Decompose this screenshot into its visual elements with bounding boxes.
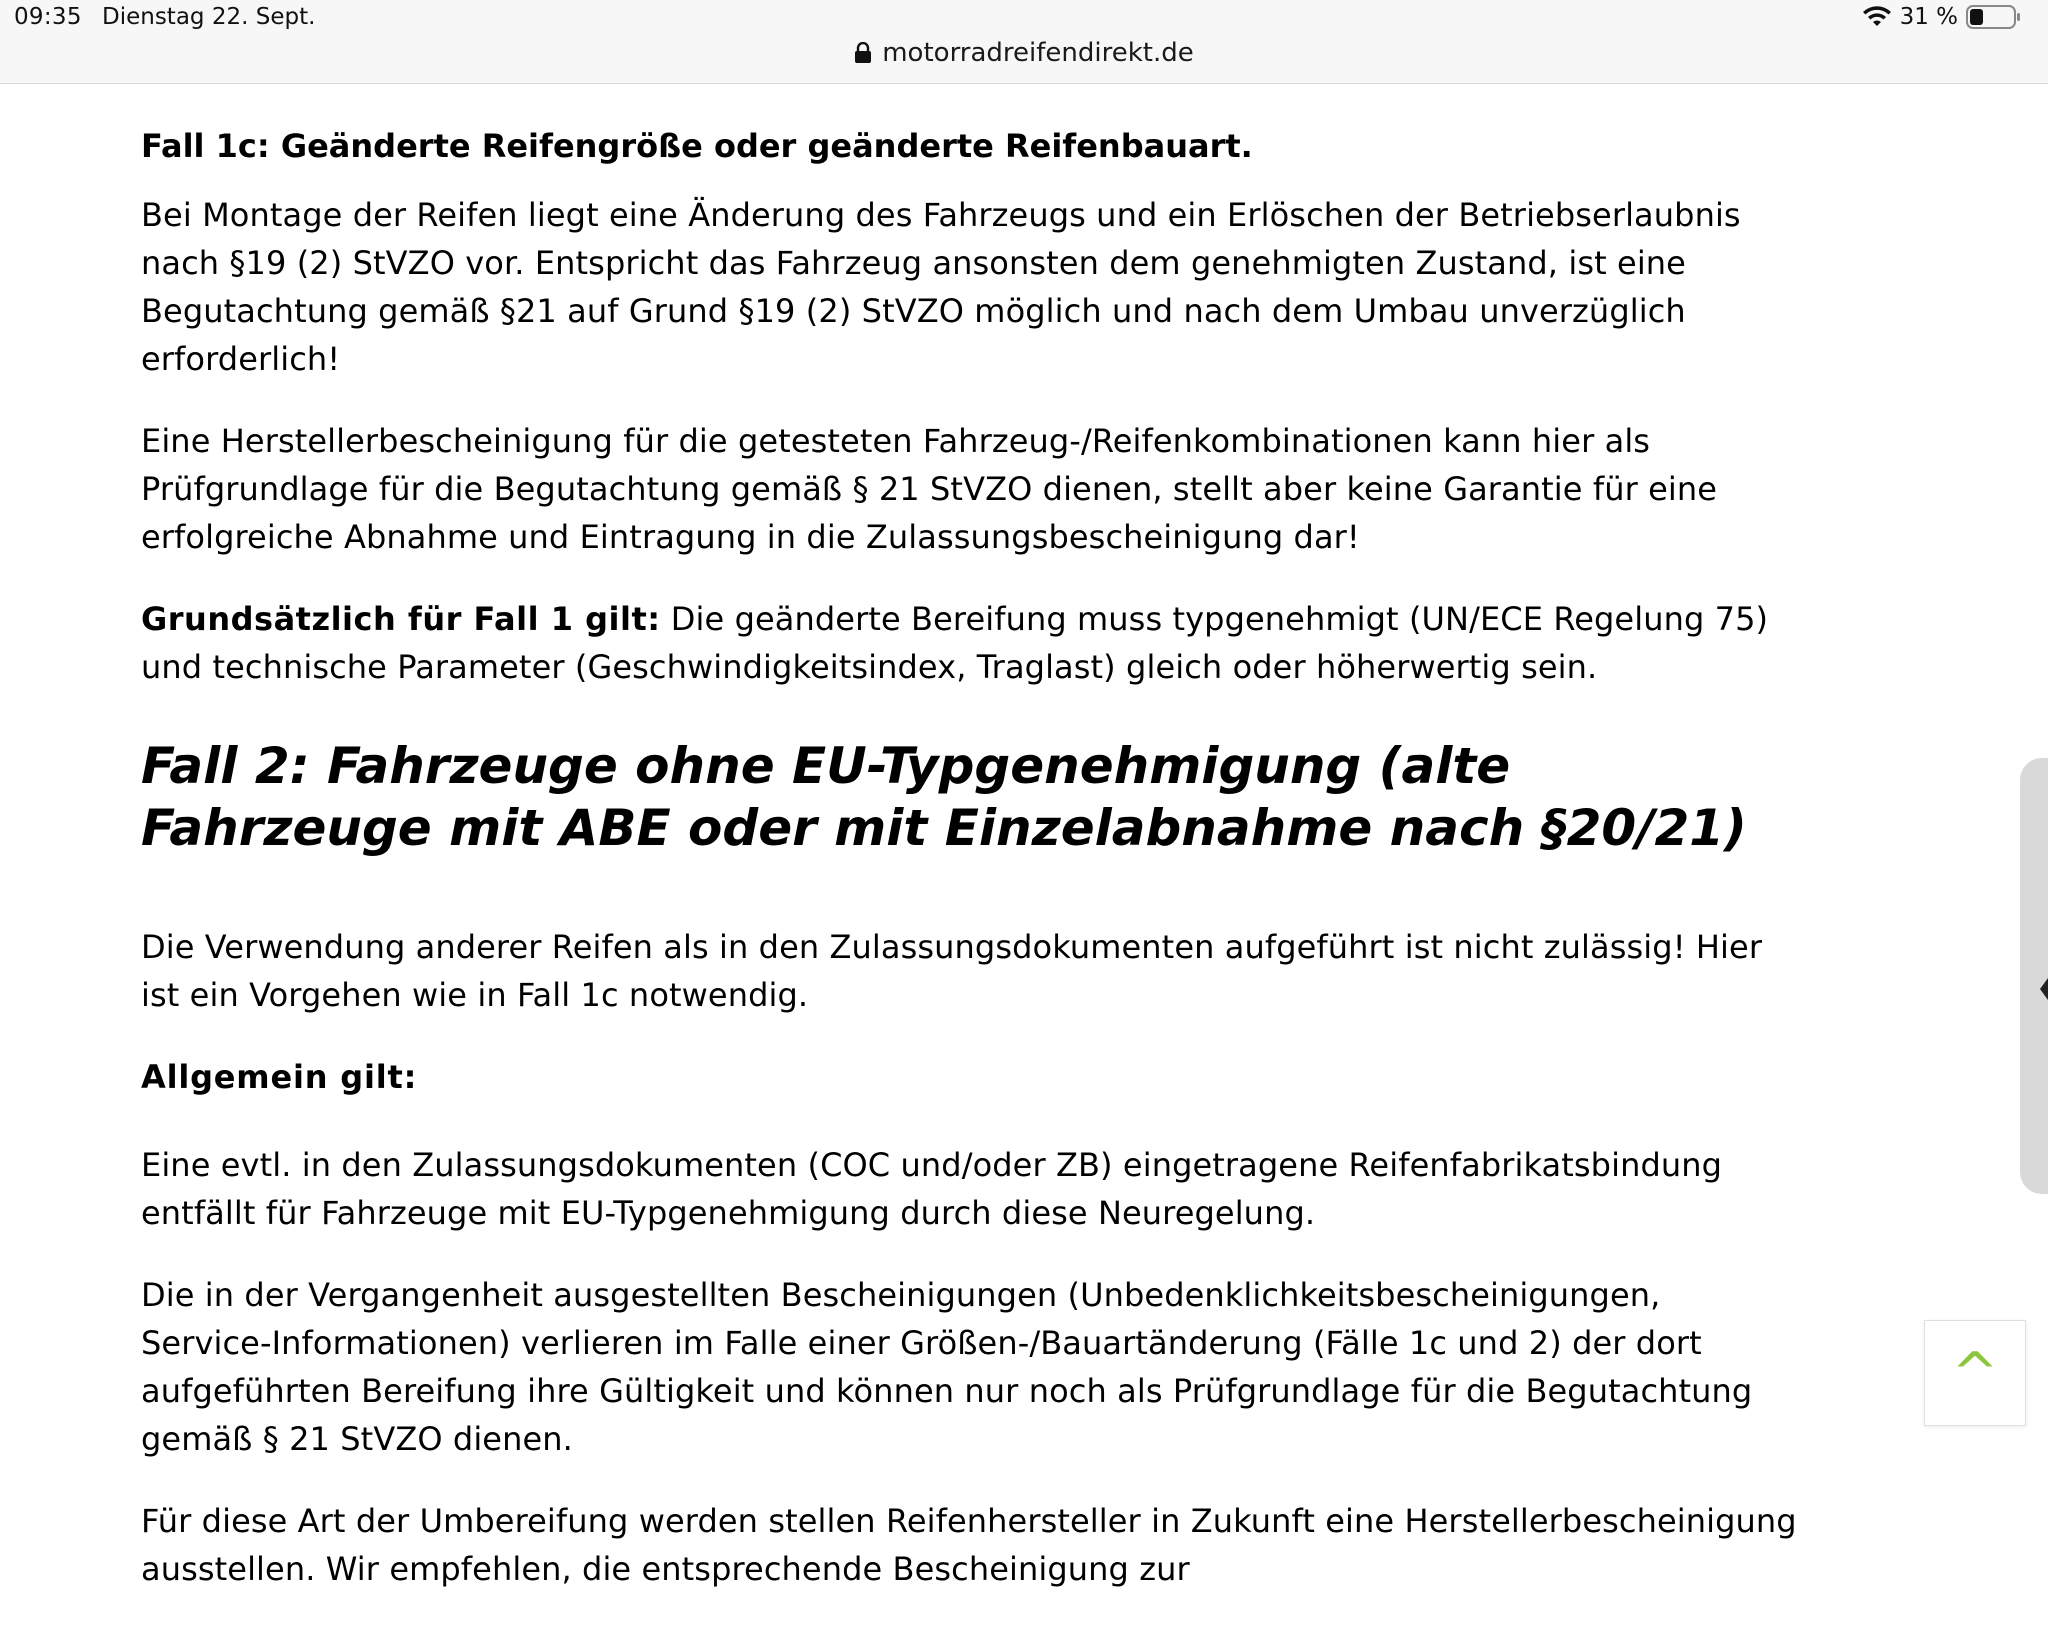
article-content: [141, 84, 1801, 1627]
chevron-up-icon: ^: [1951, 1340, 1999, 1406]
status-bar: [0, 0, 2048, 84]
status-indicators: [1862, 4, 2022, 30]
paragraph-3: [141, 595, 1801, 691]
status-date: Dienstag 22. Sept.: [102, 4, 316, 30]
wifi-icon: [1862, 6, 1892, 28]
status-time: 09:35: [14, 4, 82, 30]
paragraph-1: Bei Montage der Reifen liegt eine Änderung des Fahrzeugs und ein Erlöschen der Betriebserlaubnis nach §19 (2) StVZO vor. Entspricht das Fahrzeug ansonsten dem genehmigten Zustand, ist eine Begutachtung gemäß §21 auf Grund §19 (2) StVZO möglich und nach dem Umbau unverzüglich erforderlich!: [141, 195, 1741, 378]
label-allgemein: Allgemein gilt:: [141, 1057, 418, 1096]
url-text[interactable]: motorradreifendirekt.de: [882, 38, 1194, 68]
battery-percent: 31 %: [1899, 4, 1958, 30]
paragraph-3-label: Grundsätzlich für Fall 1 gilt:: [141, 599, 661, 638]
url-bar[interactable]: [0, 38, 2048, 68]
paragraph-4: Die Verwendung anderer Reifen als in den Zulassungsdokumenten aufgeführt ist nicht zulässig! Hier ist ein Vorgehen wie in Fall 1c notwendig.: [141, 927, 1763, 1014]
scroll-to-top-button[interactable]: [1924, 1320, 2026, 1426]
paragraph-2: Eine Herstellerbescheinigung für die getesteten Fahrzeug-/Reifenkombinationen kann hier als Prüfgrundlage für die Begutachtung gemäß § 21 StVZO dienen, stellt aber keine Garantie für eine erfolgreiche Abnahme und Eintragung in die Zulassungsbescheinigung dar!: [141, 421, 1718, 556]
heading-fall-2: Fall 2: Fahrzeuge ohne EU-Typgenehmigung (alte Fahrzeuge mit ABE oder mit Einzelabnahme nach §20/21): [141, 736, 1747, 857]
paragraph-6: Die in der Vergangenheit ausgestellten Bescheinigungen (Unbedenklichkeitsbescheinigungen, Service-Informationen) verlieren im Falle einer Größen-/Bauartänderung (Fälle 1c und 2) der dort aufgeführten Bereifung ihre Gültigkeit und können nur noch als Prüfgrundlage für die Begutachtung gemäß § 21 StVZO dienen.: [141, 1275, 1753, 1458]
lock-icon: [854, 42, 872, 64]
paragraph-5: Eine evtl. in den Zulassungsdokumenten (COC und/oder ZB) eingetragene Reifenfabrikatsbindung entfällt für Fahrzeuge mit EU-Typgenehmigung durch diese Neuregelung.: [141, 1145, 1723, 1232]
paragraph-3-text: Die geänderte Bereifung muss typgenehmigt (UN/ECE Regelung 75) und technische Parameter (Geschwindigkeitsindex, Traglast) gleich oder höherwertig sein.: [141, 599, 1769, 686]
paragraph-7: Für diese Art der Umbereifung werden stellen Reifenhersteller in Zukunft eine Herstellerbescheinigung ausstellen. Wir empfehlen, die entsprechende Bescheinigung zur: [141, 1501, 1797, 1588]
chevron-left-icon[interactable]: [2038, 976, 2048, 1002]
heading-fall-1c: Fall 1c: Geänderte Reifengröße oder geänderte Reifenbauart.: [141, 127, 1253, 165]
battery-icon: [1966, 4, 2022, 30]
